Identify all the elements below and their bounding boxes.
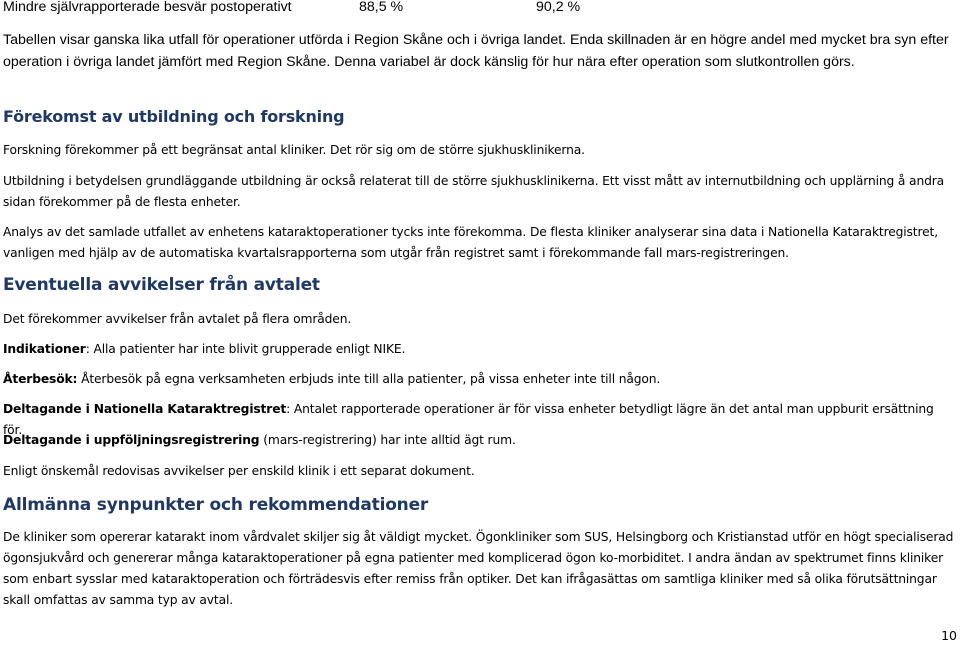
heading-research: Förekomst av utbildning och forskning [3, 107, 345, 126]
deviations-closing: Enligt önskemål redovisas avvikelser per enskild klinik i ett separat dokument. [3, 464, 475, 478]
deviation-term: Indikationer [3, 342, 86, 356]
deviations-intro: Det förekommer avvikelser från avtalet på flera områden. [3, 312, 352, 326]
general-paragraph: De kliniker som opererar katarakt inom vårdvalet skiljer sig åt väldigt mycket. Ögonkliniker som SUS, Helsingborg och Kristianstad utför en högt specialiserad ögonsjukvård och genererar många kataraktoperationer på egna patienter med komplicerad ögon ko-morbiditet. I andra ändan av spektrumet finns kliniker som enbart sysslar med kataraktoperation och förträdesvis efter remiss från optiker. Det kan ifrågasättas om samtliga kliniker med så olika förutsättningar skall omfattas av samma typ av avtal. [3, 530, 954, 607]
heading-deviations: Eventuella avvikelser från avtalet [3, 275, 320, 295]
page-number: 10 [941, 628, 957, 643]
deviation-term: Återbesök: [3, 372, 78, 386]
intro-paragraph: Tabellen visar ganska lika utfall för operationer utförda i Region Skåne och i övriga landet. Enda skillnaden är en högre andel med mycket bra syn efter operation i övriga landet jämfört med Region Skåne. Denna variabel är dock känslig för hur nära efter operation som slutkontrollen görs. [3, 32, 949, 70]
deviation-term: Deltagande i uppföljningsregistrering [3, 433, 260, 447]
deviation-item: Deltagande i Nationella Kataraktregistret: Antalet rapporterade operationer är för vissa enheter betydligt lägre än det antal man uppburit ersättning för. [3, 402, 934, 437]
deviation-text: Antalet rapporterade operationer är för vissa enheter betydligt lägre än det antal man uppburit ersättning för. [3, 402, 934, 437]
result-label: Mindre självrapporterade besvär postoperativt [3, 0, 292, 15]
heading-general: Allmänna synpunkter och rekommendationer [3, 495, 429, 515]
deviation-item [3, 430, 955, 451]
result-row [3, 0, 955, 18]
deviation-text: Alla patienter har inte blivit grupperade enligt NIKE. [89, 342, 406, 356]
research-paragraph-3: Analys av det samlade utfallet av enhetens kataraktoperationer tycks inte förekomma. De flesta kliniker analyserar sina data i Nationella Kataraktregistret, vanligen med hjälp av de automatiska kvartalsrapporterna som utgår från registret samt i förekommande fall mars-registreringen. [3, 225, 938, 260]
deviation-term: Deltagande i Nationella Kataraktregistret [3, 402, 287, 416]
result-value-country: 90,2 % [536, 0, 581, 15]
research-paragraph-1: Forskning förekommer på ett begränsat antal kliniker. Det rör sig om de större sjukhusklinikerna. [3, 143, 585, 157]
deviation-item [3, 369, 955, 390]
research-paragraph-2: Utbildning i betydelsen grundläggande utbildning är också relaterat till de större sjukhusklinikerna. Ett visst mått av internutbildning och upplärning å andra sidan förekommer på de flesta enheter. [3, 174, 945, 209]
deviation-item: Indikationer: Alla patienter har inte blivit grupperade enligt NIKE. [3, 342, 406, 356]
deviation-text: (mars-registrering) har inte alltid ägt rum. [259, 433, 516, 447]
deviation-text: Återbesök på egna verksamheten erbjuds inte till alla patienter, på vissa enheter inte till någon. [77, 372, 661, 386]
result-value-region: 88,5 % [359, 0, 404, 15]
